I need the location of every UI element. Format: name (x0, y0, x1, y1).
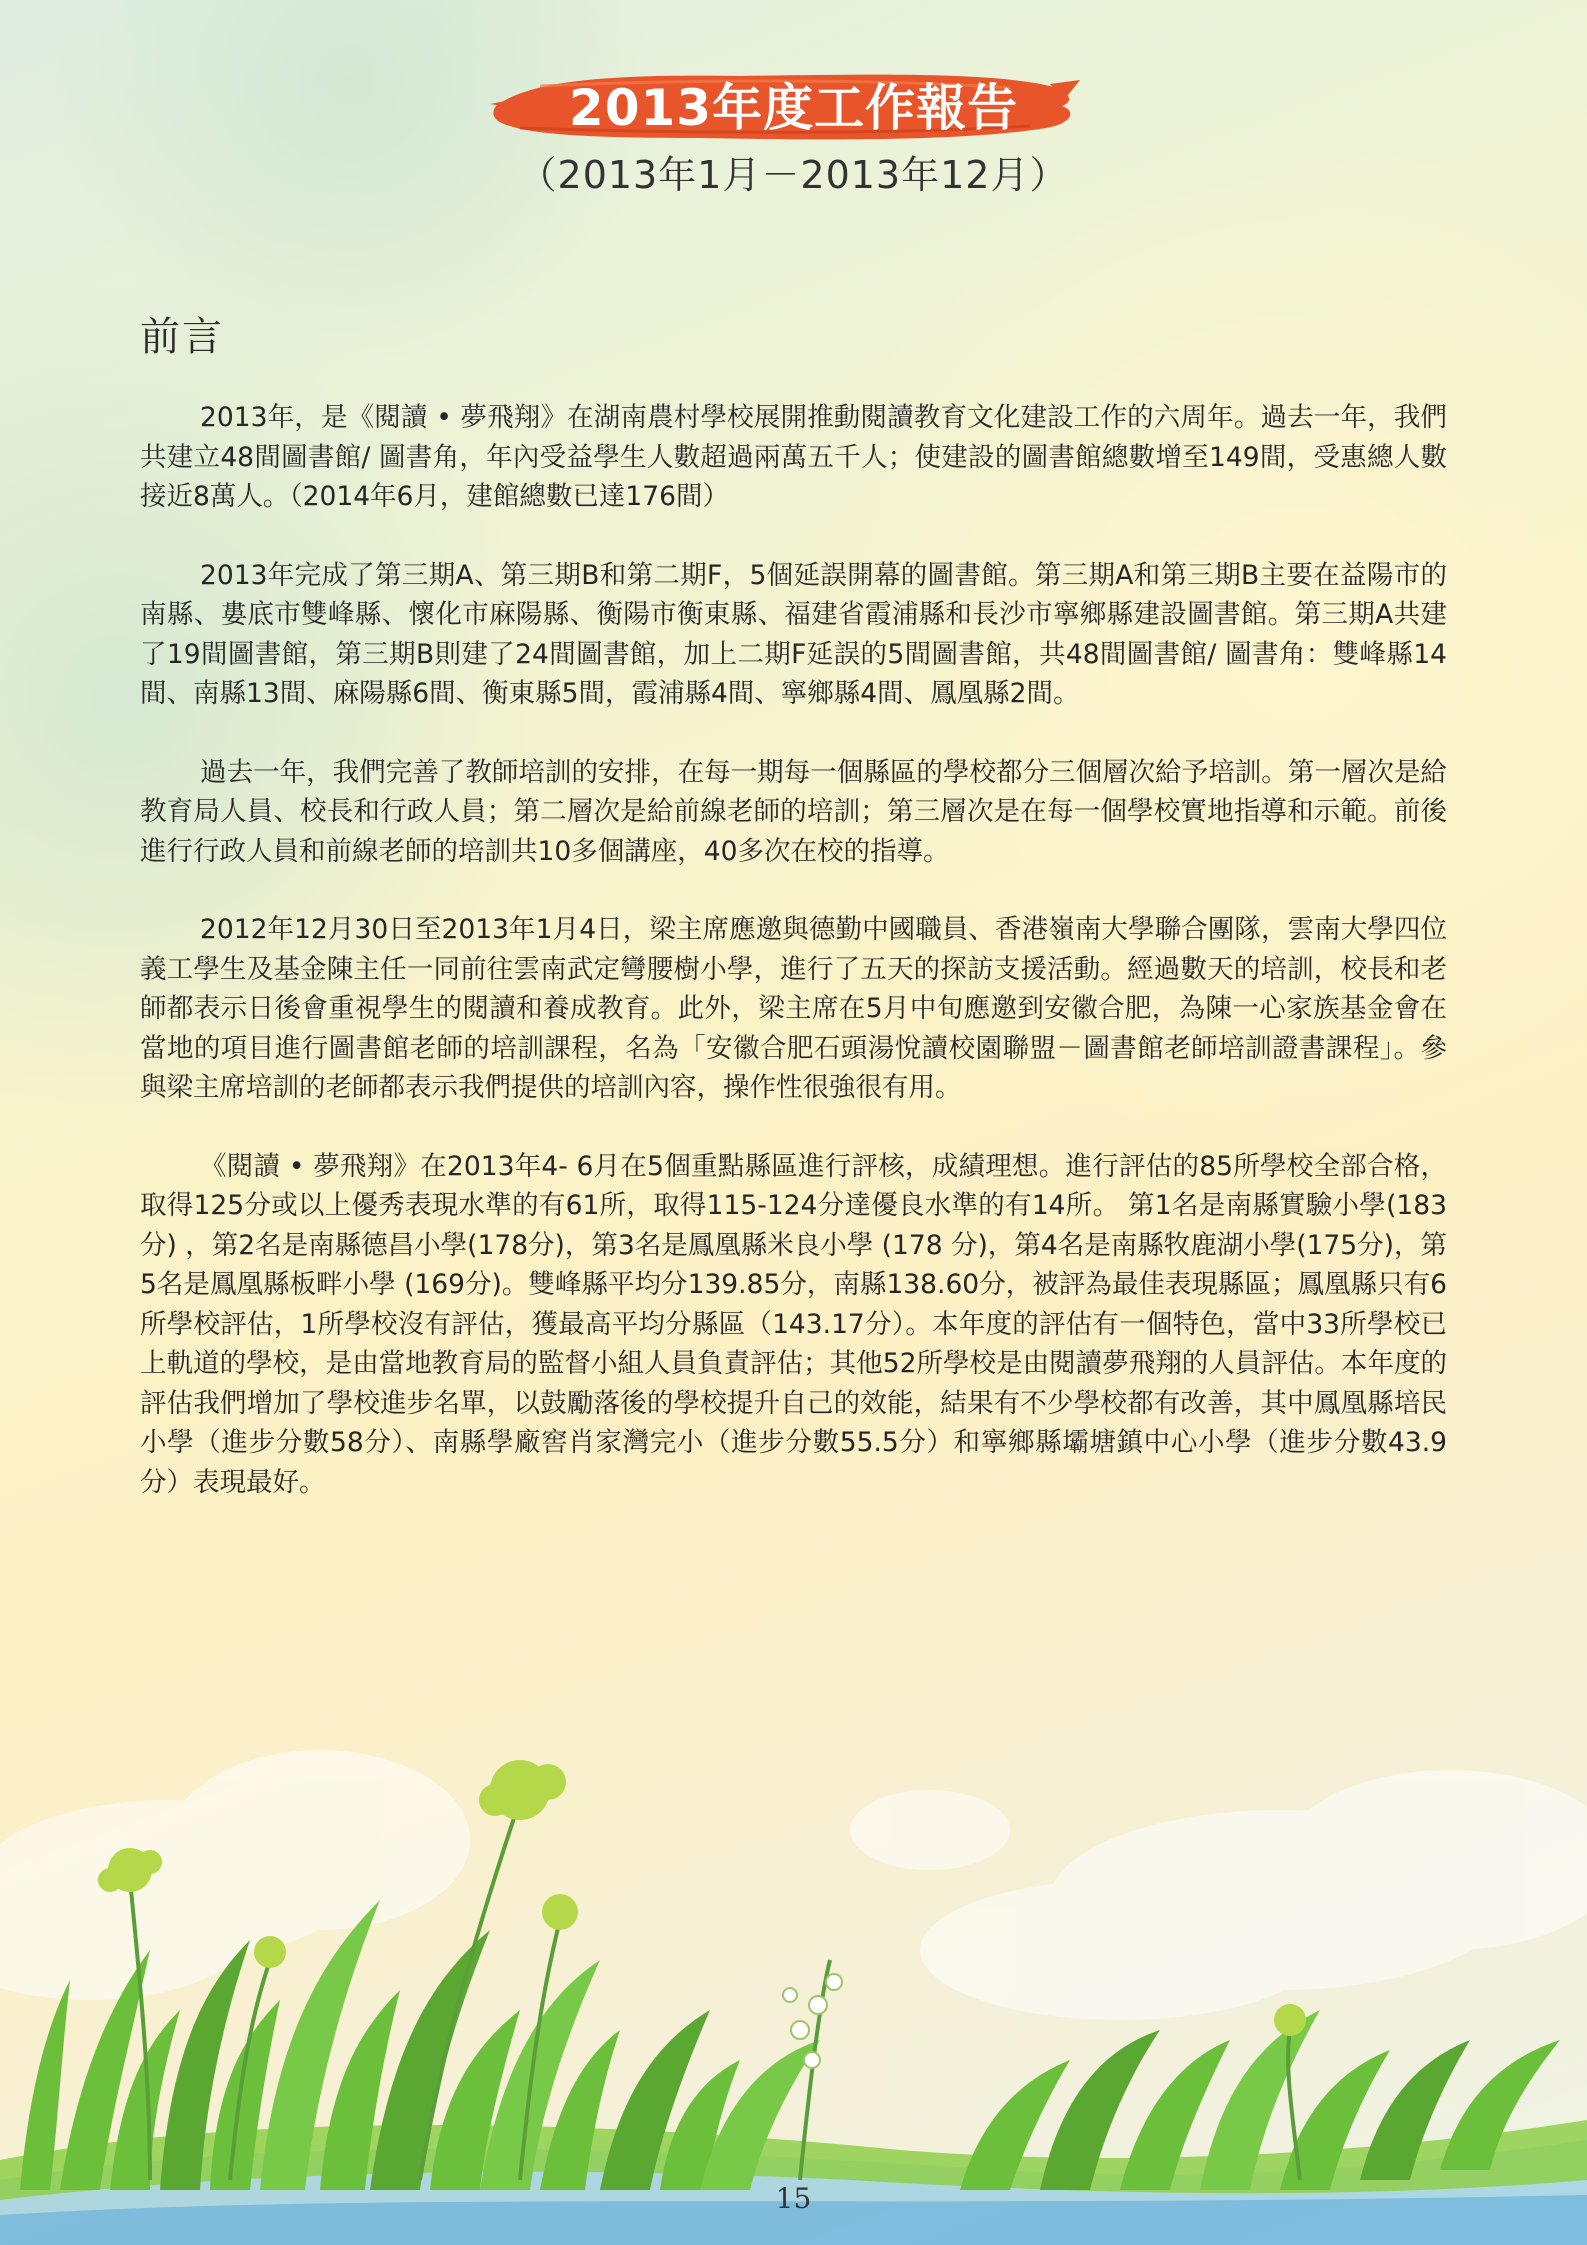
report-date-range: （2013年1月－2013年12月） (518, 153, 1069, 197)
paragraph-3: 過去一年，我們完善了教師培訓的安排，在每一期每一個縣區的學校都分三個層次給予培訓。第一層次是給教育局人員、校長和行政人員；第二層次是給前線老師的培訓；第三層次是在每一個學校實地指導和示範。前後進行行政人員和前線老師的培訓共10多個講座，40多次在校的指導。 (140, 756, 1447, 867)
paragraph-2: 2013年完成了第三期A、第三期B和第二期F，5個延誤開幕的圖書館。第三期A和第三期B主要在益陽市的南縣、婁底市雙峰縣、懷化市麻陽縣、衡陽市衡東縣、福建省霞浦縣和長沙市寧鄉縣建設圖書館。第三期A共建了19間圖書館，第三期B則建了24間圖書館，加上二期F延誤的5間圖書館，共48間圖書館/ 圖書角：雙峰縣14間、南縣13間、麻陽縣6間、衡東縣5間，霞浦縣4間、寧鄉縣4間、鳳凰縣2間。 (140, 559, 1447, 709)
paragraph-1: 2013年，是《閱讀 • 夢飛翔》在湖南農村學校展開推動閱讀教育文化建設工作的六周年。過去一年，我們共建立48間圖書館/ 圖書角，年內受益學生人數超過兩萬五千人；使建設的圖書館總數增至149間，受惠總人數接近8萬人。（2014年6月，建館總數已達176間） (140, 402, 1447, 512)
section-heading: 前言 (140, 314, 224, 360)
body-text (140, 398, 1447, 1541)
title-area (0, 58, 1587, 208)
flower-clusters (98, 1760, 1306, 2036)
grass-illustration (0, 1700, 1587, 2245)
paragraph-5: 《閱讀 • 夢飛翔》在2013年4- 6月在5個重點縣區進行評核，成績理想。進行評估的85所學校全部合格，取得125分或以上優秀表現水準的有61所，取得115-124分達優良水準的有14所。 第1名是南縣實驗小學(183分) ，第2名是南縣德昌小學(178分)，第3名是鳳凰縣米良小學 (178 分)，第4名是南縣牧鹿湖小學(175分)，第5名是鳳凰縣板畔小學 (169分)。雙峰縣平均分139.85分，南縣138.60分，被評為最佳表現縣區；鳳凰縣只有6所學校評估，1所學校沒有評估，獲最高平均分縣區（143.17分）。本年度的評估有一個特色，當中33所學校已上軌道的學校，是由當地教育局的監督小組人員負責評估；其他52所學校是由閱讀夢飛翔的人員評估。本年度的評估我們增加了學校進步名單，以鼓勵落後的學校提升自己的效能，結果有不少學校都有改善，其中鳳凰縣培民小學（進步分數58分）、南縣學廠窖肖家灣完小（進步分數55.5分）和寧鄉縣壩塘鎮中心小學（進步分數43.9分）表現最好。 (140, 1150, 1447, 1498)
paragraph-4: 2012年12月30日至2013年1月4日，梁主席應邀與德勤中國職員、香港嶺南大學聯合團隊，雲南大學四位義工學生及基金陳主任一同前往雲南武定彎腰樹小學，進行了五天的探訪支援活動。經過數天的培訓，校長和老師都表示日後會重視學生的閱讀和養成教育。此外，梁主席在5月中旬應邀到安徽合肥，為陳一心家族基金會在當地的項目進行圖書館老師的培訓課程，名為「安徽合肥石頭湯悅讀校園聯盟－圖書館老師培訓證書課程」。參與梁主席培訓的老師都表示我們提供的培訓內容，操作性很強很有用。 (140, 914, 1447, 1103)
report-title: 2013年度工作報告 (568, 79, 1019, 137)
page-number: 15 (775, 2182, 812, 2215)
